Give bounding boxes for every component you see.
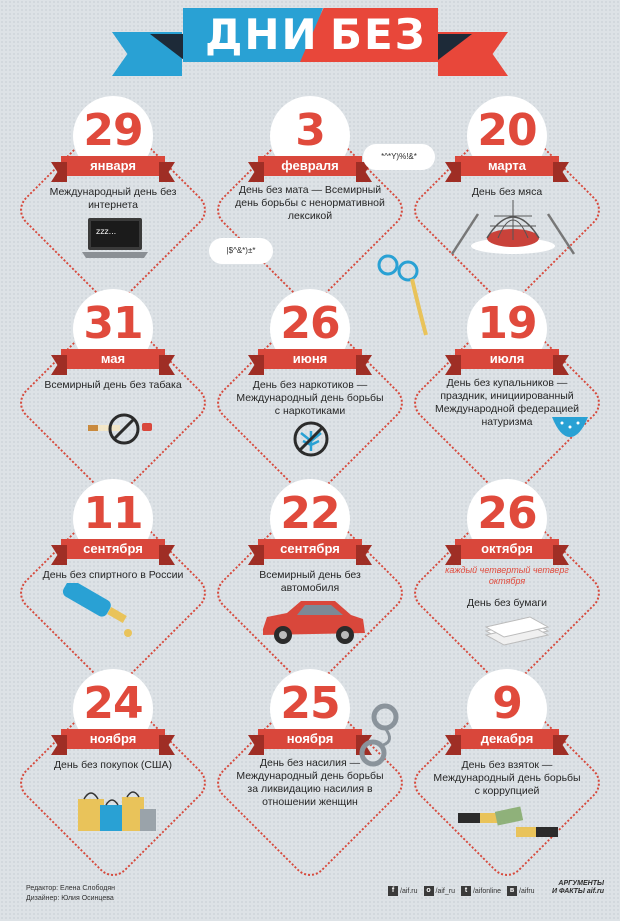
- card-sep-11: [18, 475, 208, 685]
- social-vk[interactable]: [507, 886, 535, 896]
- twitter-icon: t: [461, 886, 471, 896]
- day-description: День без покупок (США): [53, 759, 173, 771]
- day-description: День без мяса: [471, 186, 543, 198]
- card-jul-19: [412, 285, 602, 495]
- designer-credit: Дизайнер: Юлия Осинцева: [26, 895, 114, 902]
- card-nov-25: [215, 665, 405, 875]
- handcuffs-icon: [355, 701, 415, 773]
- day-description: Международный день без интернета: [49, 186, 177, 211]
- social-label: /aifru: [519, 887, 535, 895]
- month-ribbon: мая: [61, 349, 165, 369]
- card-dec-9: [412, 665, 602, 875]
- day-description: День без купальников — праздник, инициированный Международной федерацией натуризма: [434, 377, 580, 428]
- day-number: 29: [83, 105, 143, 156]
- banner-fold-left: [150, 34, 184, 60]
- meat-cage-icon: [438, 196, 588, 258]
- day-description: Всемирный день без автомобиля: [259, 569, 361, 594]
- month-ribbon: октября: [455, 539, 559, 559]
- social-odnoklassniki[interactable]: [424, 886, 455, 896]
- aif-logo: [550, 880, 604, 896]
- day-number: 22: [280, 488, 340, 539]
- month-ribbon: ноября: [61, 729, 165, 749]
- month-ribbon: ноября: [258, 729, 362, 749]
- logo-line-2: И ФАКТЫ aif.ru: [552, 888, 604, 895]
- laptop-icon: [80, 216, 150, 260]
- day-number: 26: [280, 298, 340, 349]
- social-label: /aifonline: [472, 887, 502, 895]
- social-label: /aif_ru: [435, 887, 455, 895]
- bikini-top-icon: [376, 245, 436, 345]
- day-number: 19: [477, 298, 537, 349]
- day-note: каждый четвертый четверг октября: [445, 565, 569, 586]
- card-mar-20: [412, 92, 602, 302]
- day-description: День без спиртного в России: [42, 569, 184, 581]
- day-description: День без насилия — Международный день борьбы за ликвидацию насилия в отношении женщин: [236, 757, 384, 808]
- month-ribbon: декабря: [455, 729, 559, 749]
- shopping-bags-icon: [74, 785, 158, 833]
- no-smoking-icon: [86, 409, 156, 449]
- day-description: День без бумаги: [466, 597, 548, 609]
- vk-icon: в: [507, 886, 517, 896]
- bribe-hands-icon: [456, 805, 560, 845]
- day-description: Всемирный день без табака: [44, 379, 182, 391]
- no-drugs-icon: [291, 419, 331, 459]
- card-oct-26: [412, 475, 602, 685]
- day-number: 26: [477, 488, 537, 539]
- day-number: 24: [83, 678, 143, 729]
- day-number: 20: [477, 105, 537, 156]
- odnoklassniki-icon: о: [424, 886, 434, 896]
- social-links: [388, 884, 535, 898]
- speech-bubble-1: *^*Y)%!&*: [363, 144, 435, 170]
- day-number: 11: [83, 488, 143, 539]
- title-word-1: ДНИ: [205, 10, 319, 59]
- card-sep-22: [215, 475, 405, 685]
- title-word-2: БЕЗ: [330, 10, 427, 59]
- day-number: 31: [83, 298, 143, 349]
- month-ribbon: июля: [455, 349, 559, 369]
- day-description: День без наркотиков — Международный день борьбы с наркотиками: [236, 379, 384, 417]
- laptop-screen-text: zzz...: [96, 227, 117, 236]
- day-number: 25: [280, 678, 340, 729]
- day-description: День без мата — Всемирный день борьбы с ненормативной лексикой: [235, 184, 385, 222]
- credits: [26, 884, 115, 904]
- card-nov-24: [18, 665, 208, 875]
- day-number: 9: [492, 678, 522, 729]
- card-may-31: [18, 285, 208, 495]
- month-ribbon: марта: [455, 156, 559, 176]
- speech-bubble-2: |$^&*)±*: [209, 238, 273, 264]
- title-banner: [0, 0, 620, 90]
- social-twitter[interactable]: [461, 886, 501, 896]
- day-number: 3: [295, 105, 325, 156]
- bikini-bottom-icon: [550, 413, 590, 439]
- logo-line-1: АРГУМЕНТЫ: [558, 880, 604, 887]
- card-jan-29: [18, 92, 208, 302]
- month-ribbon: января: [61, 156, 165, 176]
- car-icon: [257, 595, 369, 649]
- paper-stack-icon: [482, 611, 552, 647]
- facebook-icon: f: [388, 886, 398, 896]
- banner-fold-right: [438, 34, 472, 60]
- month-ribbon: сентября: [258, 539, 362, 559]
- day-description: День без взяток — Международный день борьбы с коррупцией: [433, 759, 581, 797]
- editor-credit: Редактор: Елена Слободян: [26, 885, 115, 892]
- month-ribbon: июня: [258, 349, 362, 369]
- month-ribbon: февраля: [258, 156, 362, 176]
- social-label: /aif.ru: [400, 887, 418, 895]
- month-ribbon: сентября: [61, 539, 165, 559]
- bottle-icon: [58, 583, 138, 643]
- social-facebook[interactable]: [388, 886, 418, 896]
